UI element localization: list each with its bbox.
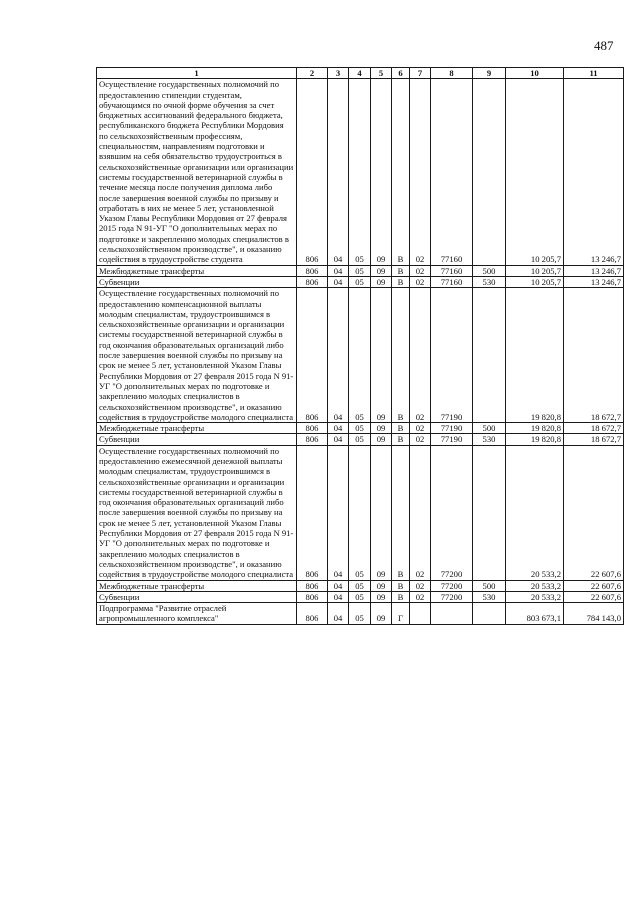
row-cell-c11: 22 607,6 [564,580,624,591]
row-description: Межбюджетные трансферты [97,423,297,434]
row-cell-c9: 500 [473,580,506,591]
header-cell: 5 [371,68,392,79]
row-cell-c5: 09 [371,434,392,445]
row-cell-c8 [431,603,473,625]
row-cell-c10: 19 820,8 [506,434,564,445]
row-cell-c5: 09 [371,591,392,602]
row-cell-c8: 77200 [431,445,473,580]
row-cell-c8: 77190 [431,423,473,434]
table-row [97,603,624,625]
row-cell-c3: 04 [328,434,349,445]
row-description: Субвенции [97,591,297,602]
row-cell-c5: 09 [371,580,392,591]
row-cell-c3: 04 [328,423,349,434]
row-cell-c2: 806 [297,79,328,265]
header-cell: 4 [349,68,371,79]
row-cell-c10: 803 673,1 [506,603,564,625]
row-cell-c5: 09 [371,276,392,287]
row-cell-c8: 77160 [431,276,473,287]
row-cell-c6: В [392,79,410,265]
row-cell-c7: 02 [410,276,431,287]
row-cell-c6: В [392,423,410,434]
row-cell-c3: 04 [328,603,349,625]
table-row [97,288,624,423]
table-row [97,445,624,580]
row-cell-c11: 13 246,7 [564,265,624,276]
row-cell-c7: 02 [410,445,431,580]
row-cell-c4: 05 [349,423,371,434]
row-cell-c9: 530 [473,434,506,445]
row-cell-c6: В [392,591,410,602]
row-cell-c11: 18 672,7 [564,423,624,434]
row-cell-c11: 18 672,7 [564,288,624,423]
row-cell-c2: 806 [297,434,328,445]
row-cell-c4: 05 [349,603,371,625]
row-cell-c4: 05 [349,445,371,580]
page-number: 487 [594,38,614,53]
row-cell-c3: 04 [328,288,349,423]
row-cell-c11: 13 246,7 [564,79,624,265]
table-row [97,79,624,265]
header-cell: 9 [473,68,506,79]
row-cell-c5: 09 [371,288,392,423]
row-cell-c6: В [392,265,410,276]
budget-table [96,67,624,625]
row-cell-c11: 784 143,0 [564,603,624,625]
row-cell-c6: В [392,580,410,591]
row-cell-c2: 806 [297,591,328,602]
row-cell-c5: 09 [371,423,392,434]
row-cell-c8: 77190 [431,288,473,423]
row-description: Межбюджетные трансферты [97,580,297,591]
row-description: Осуществление государственных полномочий по предоставлению стипендии студентам, обучающимся по очной форме обучения за счет бюджетных ассигнований федерального бюджета, республиканского бюджета Республики Мордовия по сельскохозяйственным профессиям, специальностям, направлениям подготовки и взявшим на себя обязательство трудоустроиться в сельскохозяйственные организации или организации системы государственной ветеринарной службы в течение месяца после получения диплома либо после завершения военной службы по призыву и отработать в них не менее 5 лет, установленной Указом Главы Республики Мордовия от 27 февраля 2015 года N 91-УГ "О дополнительных мерах по подготовке и закреплению молодых специалистов в сельскохозяйственном производстве", и оказанию содействия в трудоустройстве студента [97,79,297,265]
row-cell-c9 [473,445,506,580]
row-cell-c4: 05 [349,591,371,602]
row-cell-c7: 02 [410,434,431,445]
table-row [97,276,624,287]
row-cell-c11: 13 246,7 [564,276,624,287]
row-cell-c8: 77190 [431,434,473,445]
row-cell-c4: 05 [349,265,371,276]
row-cell-c7: 02 [410,591,431,602]
row-cell-c8: 77160 [431,79,473,265]
table-row [97,423,624,434]
row-cell-c5: 09 [371,79,392,265]
row-cell-c2: 806 [297,603,328,625]
row-cell-c6: В [392,445,410,580]
table-row [97,265,624,276]
row-cell-c11: 22 607,6 [564,591,624,602]
header-cell: 7 [410,68,431,79]
row-cell-c3: 04 [328,265,349,276]
row-cell-c6: В [392,276,410,287]
row-cell-c4: 05 [349,580,371,591]
header-cell: 10 [506,68,564,79]
row-cell-c3: 04 [328,79,349,265]
header-cell: 6 [392,68,410,79]
row-cell-c7: 02 [410,580,431,591]
row-cell-c7 [410,603,431,625]
row-cell-c7: 02 [410,79,431,265]
row-cell-c9 [473,603,506,625]
row-cell-c10: 19 820,8 [506,423,564,434]
row-cell-c9: 500 [473,423,506,434]
row-cell-c9 [473,288,506,423]
row-cell-c6: В [392,288,410,423]
row-cell-c9 [473,79,506,265]
row-cell-c4: 05 [349,434,371,445]
header-cell: 2 [297,68,328,79]
row-cell-c10: 10 205,7 [506,79,564,265]
table-row [97,591,624,602]
row-cell-c11: 22 607,6 [564,445,624,580]
header-cell: 3 [328,68,349,79]
row-cell-c10: 10 205,7 [506,276,564,287]
row-description: Субвенции [97,276,297,287]
row-cell-c10: 10 205,7 [506,265,564,276]
row-cell-c6: Г [392,603,410,625]
row-cell-c9: 530 [473,591,506,602]
row-cell-c4: 05 [349,79,371,265]
row-cell-c3: 04 [328,580,349,591]
header-cell: 11 [564,68,624,79]
row-description: Подпрограмма "Развитие отраслей агропромышленного комплекса" [97,603,297,625]
table-row [97,434,624,445]
row-description: Осуществление государственных полномочий по предоставлению компенсационной выплаты молодым специалистам, трудоустроившимся в сельскохозяйственные организации и организации системы государственной ветеринарной службы в год окончания образовательных организаций либо после завершения военной службы по призыву на срок не менее 5 лет, установленной Указом Главы Республики Мордовия от 27 февраля 2015 года N 91-УГ "О дополнительных мерах по подготовке и закреплению молодых специалистов в сельскохозяйственном производстве", и оказанию содействия в трудоустройстве молодого специалиста [97,288,297,423]
row-cell-c5: 09 [371,603,392,625]
row-cell-c7: 02 [410,288,431,423]
row-cell-c5: 09 [371,265,392,276]
row-cell-c8: 77200 [431,591,473,602]
row-description: Осуществление государственных полномочий по предоставлению ежемесячной денежной выплаты молодым специалистам, трудоустроившимся в сельскохозяйственные организации и организации системы государственной ветеринарной службы в год окончания образовательных организаций либо после завершения военной службы по призыву на срок не менее 5 лет, установленной Указом Главы Республики Мордовия от 27 февраля 2015 года N 91-УГ "О дополнительных мерах по подготовке и закреплению молодых специалистов в сельскохозяйственном производстве", и оказанию содействия в трудоустройстве молодого специалиста [97,445,297,580]
row-cell-c4: 05 [349,276,371,287]
row-cell-c2: 806 [297,423,328,434]
row-cell-c3: 04 [328,276,349,287]
table-header-row [97,68,624,79]
row-cell-c7: 02 [410,423,431,434]
header-cell: 1 [97,68,297,79]
row-description: Межбюджетные трансферты [97,265,297,276]
row-cell-c8: 77200 [431,580,473,591]
row-cell-c10: 20 533,2 [506,580,564,591]
header-cell: 8 [431,68,473,79]
row-cell-c10: 19 820,8 [506,288,564,423]
row-cell-c2: 806 [297,580,328,591]
row-cell-c4: 05 [349,288,371,423]
row-cell-c2: 806 [297,445,328,580]
row-cell-c6: В [392,434,410,445]
row-cell-c10: 20 533,2 [506,591,564,602]
row-cell-c7: 02 [410,265,431,276]
table-row [97,580,624,591]
row-cell-c2: 806 [297,288,328,423]
row-cell-c10: 20 533,2 [506,445,564,580]
row-cell-c5: 09 [371,445,392,580]
row-description: Субвенции [97,434,297,445]
row-cell-c2: 806 [297,265,328,276]
row-cell-c11: 18 672,7 [564,434,624,445]
row-cell-c9: 500 [473,265,506,276]
row-cell-c3: 04 [328,445,349,580]
row-cell-c3: 04 [328,591,349,602]
row-cell-c2: 806 [297,276,328,287]
row-cell-c8: 77160 [431,265,473,276]
row-cell-c9: 530 [473,276,506,287]
